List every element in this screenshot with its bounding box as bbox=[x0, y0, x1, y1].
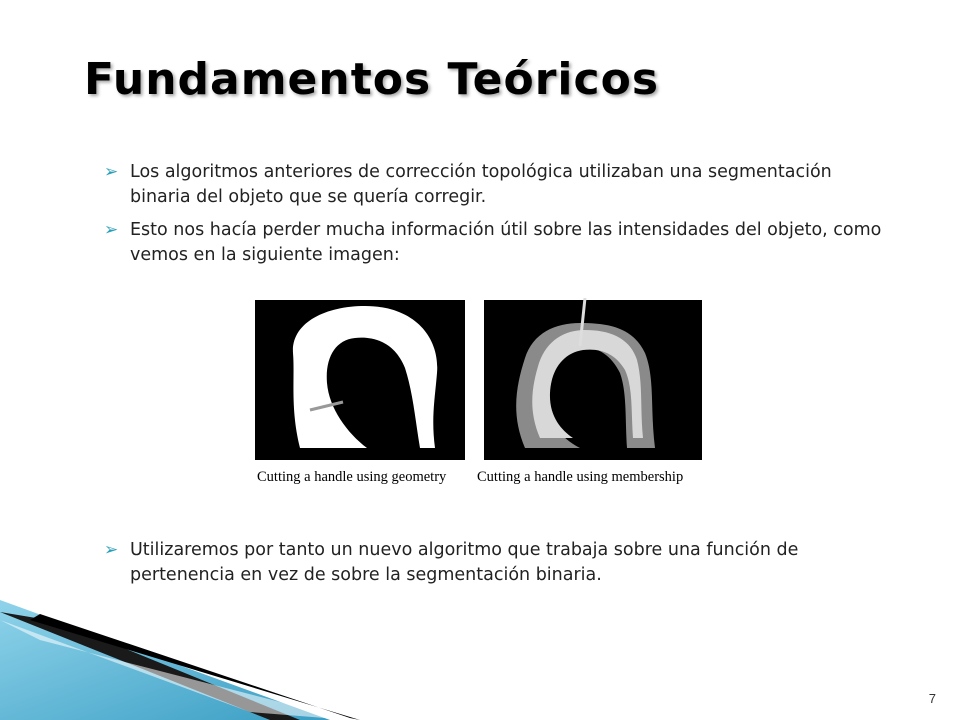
arrow-bullet-icon: ➢ bbox=[104, 162, 119, 182]
arrow-bullet-icon: ➢ bbox=[104, 540, 119, 560]
slide-title: Fundamentos Teóricos bbox=[84, 54, 660, 105]
bullet-list-bottom bbox=[104, 538, 894, 596]
bullet-item bbox=[104, 160, 894, 210]
bullet-text: Utilizaremos por tanto un nuevo algoritmo que trabaja sobre una función de pertenencia en vez de sobre la segmentación binaria. bbox=[130, 540, 799, 585]
right-caption: Cutting a handle using membership bbox=[477, 469, 684, 485]
bullet-list-top bbox=[104, 160, 894, 276]
bullet-text: Esto nos hacía perder mucha información útil sobre las intensidades del objeto, como vemos en la siguiente imagen: bbox=[130, 220, 882, 265]
bullet-item bbox=[104, 218, 894, 268]
decorative-swoosh bbox=[0, 600, 420, 720]
bullet-text: Los algoritmos anteriores de corrección topológica utilizaban una segmentación binaria del objeto que se quería corregir. bbox=[130, 162, 832, 207]
arrow-bullet-icon: ➢ bbox=[104, 220, 119, 240]
comparison-figure bbox=[255, 298, 702, 488]
page-number: 7 bbox=[928, 691, 936, 706]
bullet-item bbox=[104, 538, 894, 588]
left-caption: Cutting a handle using geometry bbox=[257, 469, 447, 485]
figure-images bbox=[255, 298, 702, 488]
